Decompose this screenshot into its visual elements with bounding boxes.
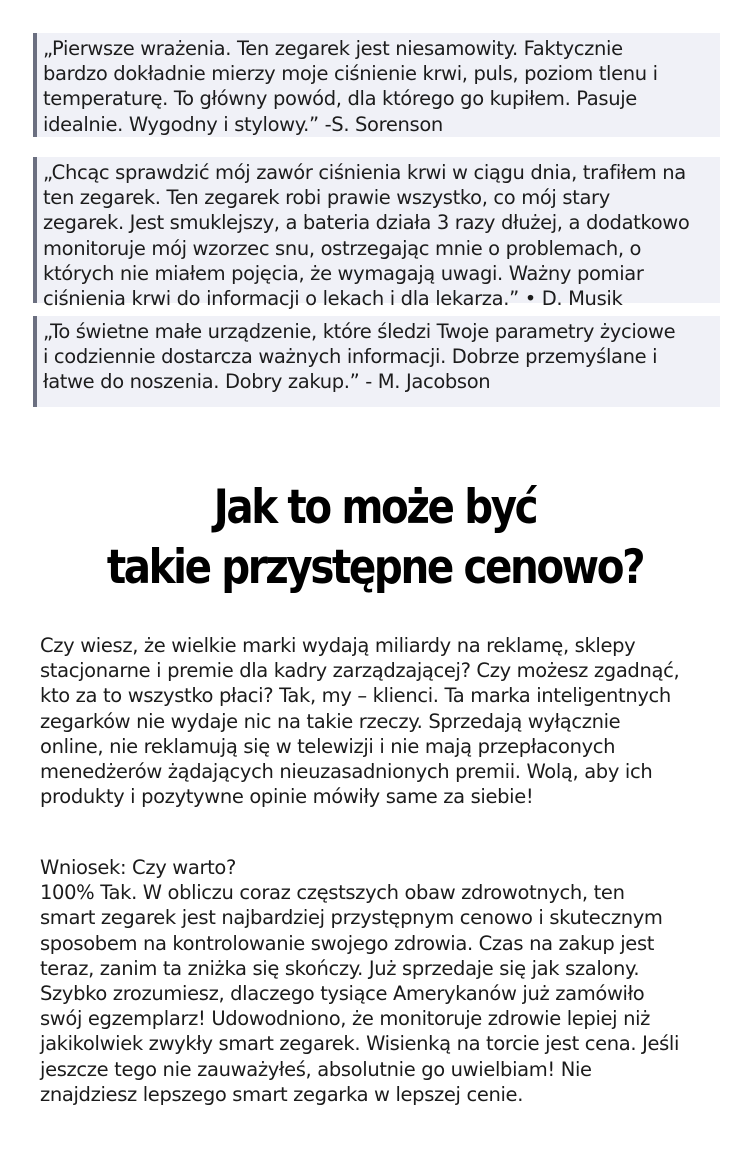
testimonial-musik [33, 157, 720, 311]
conclusion-line: Szybko zrozumiesz, dlaczego tysiące Amerykanów już zamówiło [40, 982, 645, 1006]
testimonial-line: bardzo dokładnie mierzy moje ciśnienie krwi, puls, poziom tlenu i [43, 62, 658, 86]
testimonial-line: „Chcąc sprawdzić mój zawór ciśnienia krwi w ciągu dnia, trafiłem na [43, 161, 686, 184]
conclusion-line: jeszcze tego nie zauważyłeś, absolutnie go uwielbiam! Nie [40, 1057, 592, 1081]
conclusion-line: smart zegarek jest najbardziej przystępnym cenowo i skutecznym [40, 906, 663, 930]
testimonial-line: ten zegarek. Ten zegarek robi prawie wszystko, co mój stary [43, 186, 610, 210]
headline-line-1: Jak to może być [213, 480, 537, 535]
testimonial-line: ciśnienia krwi do informacji o lekach i dla lekarza.” • D. Musik [43, 287, 623, 311]
headline [70, 478, 681, 598]
conclusion-heading: Wniosek: Czy warto? [40, 856, 236, 879]
paragraph-line: produkty i pozytywne opinie mówiły same za siebie! [40, 785, 534, 809]
conclusion-line: swój egzemplarz! Udowodniono, że monitoruje zdrowie lepiej niż [40, 1007, 651, 1031]
testimonial-line: i codziennie dostarcza ważnych informacji. Dobrze przemyślane i [43, 345, 658, 369]
testimonial-jacobson [33, 316, 720, 407]
conclusion-line: jakikolwiek zwykły smart zegarek. Wisienką na torcie jest cena. Jeśli [40, 1032, 680, 1056]
paragraph-line: Czy wiesz, że wielkie marki wydają miliardy na reklamę, sklepy [40, 634, 636, 657]
testimonial-sorenson [33, 33, 720, 137]
conclusion-line: 100% Tak. W obliczu coraz częstszych obaw zdrowotnych, ten [40, 881, 625, 905]
paragraph-line: kto za to wszystko płaci? Tak, my – klienci. Ta marka inteligentnych [40, 684, 671, 708]
testimonial-line: „To świetne małe urządzenie, które śledzi Twoje parametry życiowe [43, 320, 676, 343]
conclusion-line: teraz, zanim ta zniżka się skończy. Już sprzedaje się jak szalony. [40, 956, 640, 980]
paragraph-line: menedżerów żądających nieuzasadnionych premii. Wolą, aby ich [40, 760, 653, 784]
paragraph-line: online, nie reklamują się w telewizji i nie mają przepłaconych [40, 734, 616, 758]
testimonial-line: „Pierwsze wrażenia. Ten zegarek jest niesamowity. Faktycznie [43, 37, 623, 60]
testimonial-line: zegarek. Jest smuklejszy, a bateria działa 3 razy dłużej, a dodatkowo [43, 211, 690, 235]
testimonial-line: temperaturę. To główny powód, dla którego go kupiłem. Pasuje [43, 87, 637, 111]
headline-line-2: takie przystępne cenowo? [106, 540, 644, 595]
paragraph-line: zegarków nie wydaje nic na takie rzeczy. Sprzedają wyłącznie [40, 709, 621, 733]
testimonial-line: monitoruje mój wzorzec snu, ostrzegając mnie o problemach, o [43, 236, 642, 260]
paragraph-line: stacjonarne i premie dla kadry zarządzającej? Czy możesz zgadnąć, [40, 659, 680, 683]
conclusion-section [40, 855, 730, 1107]
conclusion-line: znajdziesz lepszego smart zegarka w lepszej cenie. [40, 1082, 524, 1106]
conclusion-line: sposobem na kontrolowanie swojego zdrowia. Czas na zakup jest [40, 931, 655, 955]
pricing-explanation-paragraph [40, 633, 730, 809]
testimonial-line: łatwe do noszenia. Dobry zakup.” - M. Jacobson [43, 370, 491, 394]
testimonial-line: idealnie. Wygodny i stylowy.” -S. Sorenson [43, 112, 443, 136]
testimonial-line: których nie miałem pojęcia, że wymagają uwagi. Ważny pomiar [43, 261, 644, 285]
